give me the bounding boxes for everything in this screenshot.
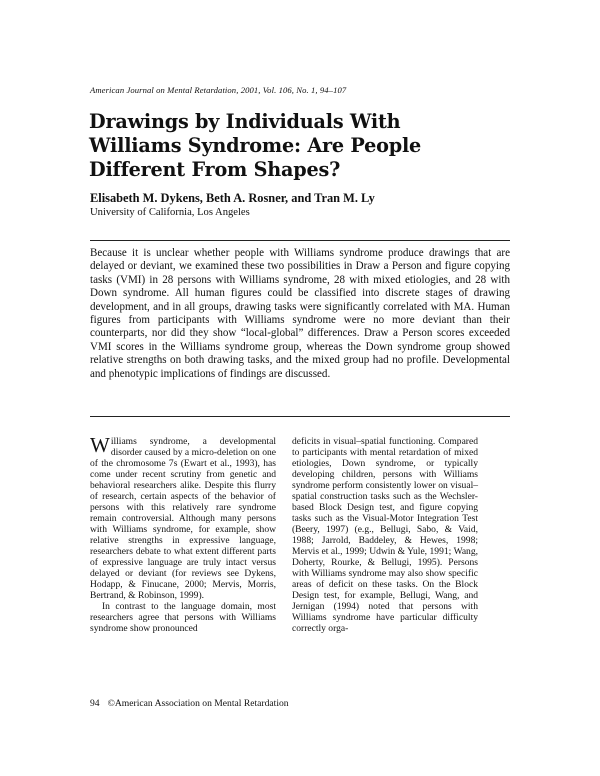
abstract-bottom-rule xyxy=(90,416,510,417)
page-footer xyxy=(90,698,289,709)
abstract-top-rule xyxy=(90,240,510,241)
page-number: 94 xyxy=(90,698,100,709)
abstract: Because it is unclear whether people with Williams syndrome produce drawings that are delayed or deviant, we examined these two possibilities in Draw a Person and figure copying tasks (VMI) in 28 persons with Williams syndrome, 28 with mixed etiologies, and 28 with Down syndrome. All human figures could be classified into discrete stages of drawing development, and in all groups, drawing tasks were significantly correlated with MA. Human figures from participants with Williams syndrome were no more deviant than their counterparts, nor did they show “local-global” differences. Draw a Person scores exceeded VMI scores in the Williams syndrome group, whereas the Down syndrome group showed relative strengths on both drawing tasks, and the mixed group had no profile. Developmental and phenotypic implications of findings are discussed. xyxy=(90,247,510,380)
body-column-right xyxy=(292,436,478,634)
body-paragraph-2-start: In contrast to the language domain, most researchers agree that persons with Williams syndrome show pronounced xyxy=(90,600,276,634)
body-paragraph-1 xyxy=(90,433,276,601)
author-list: Elisabeth M. Dykens, Beth A. Rosner, and Tran M. Ly xyxy=(90,191,375,205)
author-affiliation: University of California, Los Angeles xyxy=(90,207,250,218)
article-title: Drawings by Individuals With Williams Syndrome: Are People Different From Shapes? xyxy=(89,110,422,181)
copyright-notice: ©American Association on Mental Retardation xyxy=(107,698,289,709)
body-paragraph-1-text: illiams syndrome, a developmental disorder caused by a micro-deletion on one of the chromosome 7s (Ewart et al., 1993), has come under recent scrutiny from genetic and behavioral researchers alike. Despite this flurry of research, certain aspects of the behavior of persons with this relatively rare syndrome remain controversial. Although many persons with Williams syndrome, for example, show relative strengths in expressive language, researchers debate to what extent different parts of expressive language are truly intact versus delayed or deviant (for reviews see Dykens, Hodapp, & Finucane, 2000; Mervis, Morris, Bertrand, & Robinson, 1999). xyxy=(90,436,276,601)
body-paragraph-2-continued: deficits in visual–spatial functioning. Compared to participants with mental retardation of mixed etiologies, Down syndrome, or typically developing children, persons with Williams syndrome perform consistently lower on visual–spatial construction tasks such as the Wechsler-based Block Design test, and figure copying tasks such as the Visual-Motor Integration Test (Beery, 1997) (e.g., Bellugi, Sabo, & Vaid, 1988; Jarrold, Baddeley, & Hewes, 1998; Mervis et al., 1999; Udwin & Yule, 1991; Wang, Doherty, Rourke, & Bellugi, 1995). Persons with Williams syndrome may also show specific areas of deficit on these tasks. On the Block Design test, for example, Bellugi, Wang, and Jernigan (1994) noted that persons with Williams syndrome have particular difficulty correctly orga- xyxy=(292,436,478,634)
body-column-left xyxy=(90,433,276,634)
journal-citation: American Journal on Mental Retardation, 2001, Vol. 106, No. 1, 94–107 xyxy=(90,85,347,95)
drop-cap: W xyxy=(90,433,110,457)
